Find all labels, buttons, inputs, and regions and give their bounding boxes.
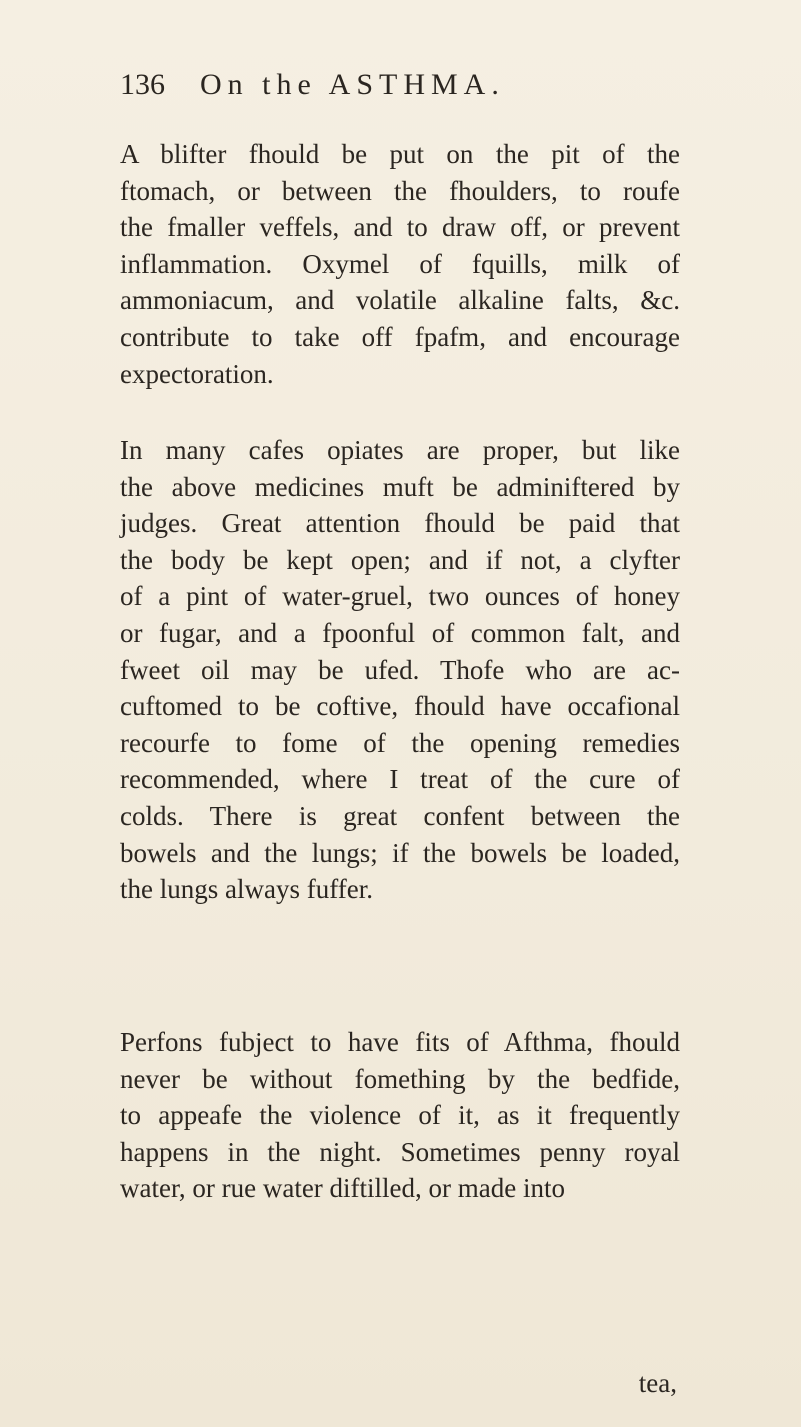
text-line: water, or rue water diftilled, or made into bbox=[120, 1173, 565, 1204]
paragraph-asthma-fits bbox=[120, 1024, 680, 1207]
paragraph-opiates bbox=[120, 432, 680, 908]
text-line: A blifter fhould be put on the pit of the bbox=[120, 139, 680, 169]
text-line: recourfe to fome of the opening remedies bbox=[120, 727, 680, 758]
text-line: expectoration. bbox=[120, 358, 274, 389]
text-line: of a pint of water-gruel, two ounces of honey bbox=[120, 581, 680, 612]
text-line: judges. Great attention fhould be paid that bbox=[120, 508, 680, 539]
text-line: ftomach, or between the fhoulders, to roufe bbox=[120, 175, 680, 206]
text-line: the body be kept open; and if not, a clyfter bbox=[120, 544, 680, 575]
text-line: In many cafes opiates are proper, but like bbox=[120, 435, 680, 465]
page-number: 136 bbox=[120, 68, 165, 101]
paragraph-blister bbox=[120, 136, 680, 392]
text-line: to appeafe the violence of it, as it frequently bbox=[120, 1100, 680, 1131]
text-line: Perfons fubject to have fits of Afthma, fhould bbox=[120, 1027, 680, 1057]
text-line: inflammation. Oxymel of fquills, milk of bbox=[120, 248, 680, 279]
catchword: tea, bbox=[638, 1368, 677, 1398]
text-line: colds. There is great confent between the bbox=[120, 800, 680, 831]
text-line: cuftomed to be coftive, fhould have occafional bbox=[120, 691, 680, 722]
text-line: the fmaller veffels, and to draw off, or prevent bbox=[120, 212, 680, 243]
text-line: the lungs always fuffer. bbox=[120, 874, 373, 905]
text-line: the above medicines muft be adminiftered by bbox=[120, 471, 680, 502]
text-line: ammoniacum, and volatile alkaline falts, &c. bbox=[120, 285, 680, 316]
text-line: fweet oil may be ufed. Thofe who are ac- bbox=[120, 654, 680, 685]
text-line: happens in the night. Sometimes penny royal bbox=[120, 1136, 680, 1167]
text-line: bowels and the lungs; if the bowels be loaded, bbox=[120, 837, 680, 868]
text-line: contribute to take off fpafm, and encourage bbox=[120, 321, 680, 352]
page-header bbox=[120, 68, 680, 108]
text-line: recommended, where I treat of the cure of bbox=[120, 764, 680, 795]
running-head: On the ASTHMA. bbox=[200, 68, 505, 101]
text-line: or fugar, and a fpoonful of common falt, and bbox=[120, 617, 680, 648]
text-line: never be without fomething by the bedfide, bbox=[120, 1063, 680, 1094]
